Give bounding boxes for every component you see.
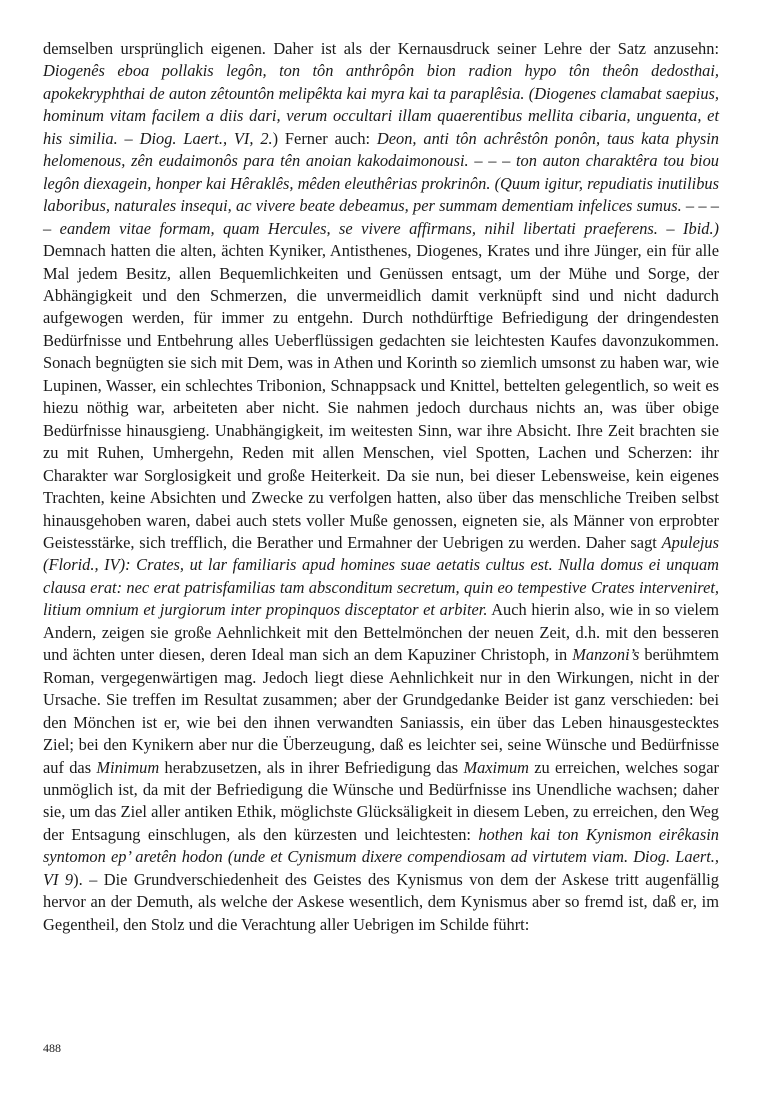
emphasis: Minimum — [96, 757, 160, 777]
text-segment: berühmtem Roman, vergegenwärtigen mag. Jedoch liegt diese Aehnlichkeit nur in den Wirkungen, nicht in der Ursache. Sie treffen im Resultat zusammen; aber der Grundgedanke Beider ist ganz verschieden: bei den Mönchen ist er, wie bei den ihnen verwandten Saniassis, ein über das Leben hinausgestecktes Ziel; bei den Kynikern aber nur die Überzeugung, daß es leichter sei, seine Wünsche und Bedürfnisse auf das — [43, 645, 719, 777]
author-name: Manzoni’s — [572, 645, 640, 665]
text-segment: zu erreichen, welches sogar unmöglich ist, da mit der Befriedigung die Wünsche und Bedürfnisse ins Unendliche wachsen; daher sie, um das Ziel aller antiken Ethik, möglichste Glücksäligkeit in diesem Leben, zu erreichen, den Weg der Entsagung einschlugen, als den kürzesten und leichtesten: — [43, 757, 719, 844]
greek-latin-quotation: Diogenês eboa pollakis legôn, ton tôn anthrôpôn bion radion hypo tôn theôn dedosthai, apokekryphthai de auton zêtountôn melipêkta kai myra kai ta paraplêsia. (Diogenes clamabat saepius, hominum vitam facilem a diis dari, verum occultari illam quaerentibus mellita cibaria, unguenta, et his similia. – Diog. Laert., VI, 2. — [43, 61, 719, 148]
emphasis: Maximum — [463, 757, 529, 777]
text-segment: Auch hierin also, wie in so vielem Andern, zeigen sie große Aehnlichkeit mit den Bettelmönchen der neuen Zeit, d.h. mit den besseren und ächten unter diesen, deren Ideal man sich an dem Kapuziner Christoph, in — [43, 600, 719, 665]
text-segment: Demnach hatten die alten, ächten Kyniker, Antisthenes, Diogenes, Krates und ihre Jünger, ein für alle Mal jedem Besitz, allen Bequemlichkeiten und Genüssen entsagt, um der Mühe und Sorge, der Abhängigkeit und den Schmerzen, die unvermeidlich damit verknüpft sind und nicht dadurch aufgewogen werden, für immer zu entgehn. Durch nothdürftige Befriedigung der dringendesten Bedürfnisse und Entbehrung alles Ueberflüssigen gedachten sie leichtesten Kaufes davonzukommen. Sonach begnügten sie sich mit Dem, was in Athen und Korinth so ziemlich umsonst zu haben war, wie Lupinen, Wasser, ein schlechtes Tribonion, Schnappsack und Knittel, bettelten gelegentlich, so weit es hiezu nöthig war, arbeiteten aber nicht. Sie nahmen jedoch durchaus nichts an, was über obige Bedürfnisse hinausgieng. Unabhängigkeit, im weitesten Sinn, war ihre Absicht. Ihre Zeit brachten sie zu mit Ruhen, Umhergehn, Reden mit allen Menschen, viel Spotten, Lachen und Scherzen: ihr Charakter war Sorglosigkeit und große Heiterkeit. Da sie nun, bei dieser Lebensweise, kein eigenes Trachten, keine Absichten und Zwecke zu verfolgen hatten, also über das menschliche Treiben selbst hinausgehoben waren, dabei auch stets voller Muße genossen, eigneten sie, als Männer von erprobter Geistesstärke, sich trefflich, die Berather und Ermahner der Uebrigen zu werden. Daher sagt — [43, 241, 719, 552]
body-text — [43, 38, 719, 936]
greek-latin-quotation: hothen kai ton Kynismon eirêkasin syntomon ep’ aretên hodon (unde et Cynismum dixere compendiosam ad virtutem viam. Diog. Laert., VI 9 — [43, 824, 719, 889]
greek-latin-quotation: Deon, anti tôn achrêstôn ponôn, taus kata physin helomenous, zên eudaimonôs para tên anoian kakodaimonousi. – – – ton auton charaktêra tou biou legôn diexagein, honper kai Hêraklês, mêden eleuthêrias prokrinôn. (Quum igitur, repudiatis inutilibus laboribus, naturales insequi, ac vivere beate debeamus, per summam dementiam infelices sumus. – – – – eandem vitae formam, quam Hercules, se vivere affirmans, nihil libertati praeferens. – Ibid.) — [43, 128, 719, 238]
text-segment: ). – Die Grundverschiedenheit des Geistes des Kynismus von dem der Askese tritt augenfällig hervor an der Demuth, als welche der Askese wesentlich, dem Kynismus aber so fremd ist, daß er, im Gegentheil, den Stolz und die Verachtung aller Uebrigen im Schilde führt: — [43, 869, 719, 934]
latin-quotation: Apulejus (Florid., IV): Crates, ut lar familiaris apud homines suae aetatis cultus est. Nulla domus ei unquam clausa erat: nec erat patrisfamilias tam absconditum secretum, quin eo tempestive Crates interveniret, litium omnium et jurgiorum inter propinquos disceptator et arbiter. — [43, 532, 719, 620]
text-segment: demselben ursprünglich eigenen. Daher ist als der Kernausdruck seiner Lehre der Satz anzusehn: — [43, 39, 719, 58]
text-segment: ) Ferner auch: — [272, 128, 377, 148]
page-number: 488 — [43, 1041, 61, 1055]
text-segment: herabzusetzen, als in ihrer Befriedigung das — [159, 757, 464, 777]
